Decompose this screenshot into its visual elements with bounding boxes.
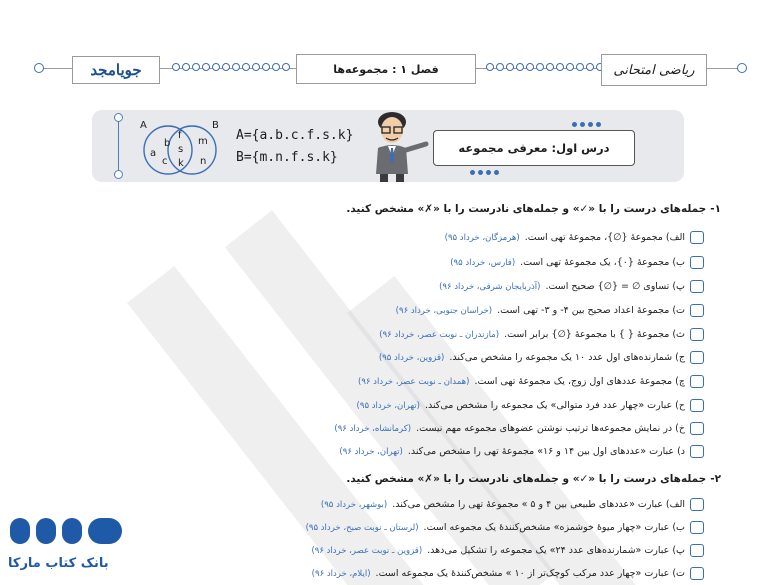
- answer-checkbox[interactable]: [690, 231, 704, 244]
- question-1-item: [358, 375, 704, 388]
- answer-checkbox[interactable]: [690, 375, 704, 388]
- venn-label-b: B: [212, 120, 219, 131]
- banner-divider: [118, 118, 119, 174]
- teacher-illustration: [368, 108, 438, 184]
- item-source: (ایلام، خرداد ۹۶): [311, 568, 371, 579]
- venn-element: f: [178, 130, 182, 141]
- answer-checkbox[interactable]: [690, 498, 704, 511]
- answer-checkbox[interactable]: [690, 256, 704, 269]
- answer-checkbox[interactable]: [690, 422, 704, 435]
- question-1-item: [439, 280, 704, 293]
- header-dots-right: [486, 63, 604, 73]
- venn-element: s: [178, 144, 184, 155]
- lesson-title: درس اول: معرفی مجموعه: [433, 130, 635, 166]
- item-source: (قزوین، خرداد ۹۵): [378, 352, 445, 363]
- item-text: پ) عبارت «شمارنده‌های عدد ۲۴» یک مجموعه را تشکیل می‌دهد.: [427, 545, 685, 556]
- banner-pin-bottom: [114, 170, 123, 179]
- banner-pin-top: [114, 113, 123, 122]
- question-1-item: [379, 351, 704, 364]
- item-text: ث) مجموعهٔ { } با مجموعهٔ {∅} برابر است.: [504, 329, 685, 340]
- publisher-logo-text: بانک کتاب مارکا: [8, 556, 109, 571]
- answer-checkbox[interactable]: [690, 445, 704, 458]
- answer-checkbox[interactable]: [690, 399, 704, 412]
- item-source: (تهران، خرداد ۹۶): [339, 446, 403, 457]
- header-left-endcap: [34, 63, 44, 73]
- question-1-item: [396, 304, 704, 317]
- set-b-definition: B={m.n.f.s.k}: [236, 150, 338, 165]
- item-text: ح) عبارت «چهار عدد فرد متوالی» یک مجموعه را مشخص می‌کند.: [424, 400, 685, 411]
- venn-element: c: [162, 156, 168, 167]
- question-2-item: [306, 521, 704, 534]
- venn-element: m: [198, 136, 208, 147]
- question-2-item: [311, 544, 704, 557]
- answer-checkbox[interactable]: [690, 544, 704, 557]
- question-1-text: جمله‌های درست را با «✓» و جمله‌های نادرست را با «✗» مشخص کنید.: [346, 203, 707, 215]
- item-source: (فارس، خرداد ۹۵): [450, 257, 516, 268]
- answer-checkbox[interactable]: [690, 328, 704, 341]
- item-source: (بوشهر، خرداد ۹۵): [320, 499, 388, 510]
- item-source: (همدان ـ نوبت عصر، خرداد ۹۶): [358, 376, 470, 387]
- question-1-item: [357, 399, 704, 412]
- header-right-endcap: [737, 63, 747, 73]
- item-text: چ) مجموعهٔ عددهای اول زوج، یک مجموعهٔ تهی است.: [474, 376, 685, 387]
- item-source: (لرستان ـ نوبت صبح، خرداد ۹۵): [305, 522, 419, 533]
- question-2-item: [321, 498, 704, 511]
- venn-element: b: [164, 138, 171, 149]
- answer-checkbox[interactable]: [690, 521, 704, 534]
- header-dots-left: [172, 63, 290, 73]
- question-1-item: [445, 231, 704, 244]
- item-text: پ) تساوی ∅ = {∅} صحیح است.: [545, 281, 685, 292]
- question-1-number: ۱-: [710, 203, 721, 215]
- question-2-number: ۲-: [710, 473, 721, 485]
- question-2-prompt: [346, 473, 721, 485]
- question-2-item: [312, 567, 704, 580]
- item-source: (هرمزگان، خرداد ۹۵): [444, 232, 520, 243]
- question-1-item: [450, 256, 704, 269]
- item-text: ج) شمارنده‌های اول عدد ۱۰ یک مجموعه را مشخص می‌کند.: [449, 352, 685, 363]
- item-text: الف) عبارت «عددهای طبیعی بین ۴ و ۵ » مجموعهٔ تهی را مشخص می‌کند.: [392, 499, 685, 510]
- item-text: ب) مجموعهٔ {۰}، یک مجموعهٔ تهی است.: [520, 257, 685, 268]
- item-text: الف) مجموعهٔ {∅}، مجموعهٔ تهی است.: [524, 232, 685, 243]
- brand-label: جویامجد: [72, 56, 160, 84]
- item-text: ت) مجموعهٔ اعداد صحیح بین ۴- و ۳- تهی است.: [497, 305, 685, 316]
- item-source: (مازندران ـ نوبت عصر، خرداد ۹۶): [379, 329, 500, 340]
- question-1-prompt: [346, 203, 721, 215]
- subject-title: ریاضی امتحانی: [601, 54, 707, 86]
- chapter-title: فصل ۱ : مجموعه‌ها: [296, 54, 476, 84]
- answer-checkbox[interactable]: [690, 351, 704, 364]
- venn-element: n: [200, 156, 207, 167]
- item-text: ت) عبارت «چهار عدد مرکب کوچک‌تر از ۱۰ » مشخص‌کنندهٔ یک مجموعه است.: [375, 568, 685, 579]
- item-source: (قزوین ـ نوبت عصر، خرداد ۹۶): [311, 545, 423, 556]
- question-1-item: [334, 422, 704, 435]
- venn-label-a: A: [140, 120, 147, 131]
- set-a-definition: A={a.b.c.f.s.k}: [236, 128, 354, 143]
- answer-checkbox[interactable]: [690, 280, 704, 293]
- question-2-text: جمله‌های درست را با «✓» و جمله‌های نادرست را با «✗» مشخص کنید.: [346, 473, 707, 485]
- venn-element: k: [178, 158, 184, 169]
- question-1-item: [339, 445, 704, 458]
- venn-element: a: [150, 148, 157, 159]
- item-text: د) عبارت «عددهای اول بین ۱۴ و ۱۶» مجموعهٔ تهی را مشخص می‌کند.: [407, 446, 685, 457]
- answer-checkbox[interactable]: [690, 567, 704, 580]
- item-text: ب) عبارت «چهار میوهٔ خوشمزه» مشخص‌کنندهٔ یک مجموعه است.: [423, 522, 685, 533]
- item-text: خ) در نمایش مجموعه‌ها ترتیب نوشتن عضوهای مجموعه مهم نیست.: [416, 423, 685, 434]
- answer-checkbox[interactable]: [690, 304, 704, 317]
- item-source: (تهران، خرداد ۹۵): [356, 400, 420, 411]
- lesson-dots-bottom: [470, 170, 499, 175]
- item-source: (خراسان جنوبی، خرداد ۹۶): [395, 305, 493, 316]
- question-1-item: [379, 328, 704, 341]
- lesson-dots-top: [572, 122, 601, 127]
- item-source: (کرمانشاه، خرداد ۹۶): [334, 423, 412, 434]
- item-source: (آذربایجان شرقی، خرداد ۹۶): [439, 281, 541, 292]
- publisher-logo: [10, 516, 122, 546]
